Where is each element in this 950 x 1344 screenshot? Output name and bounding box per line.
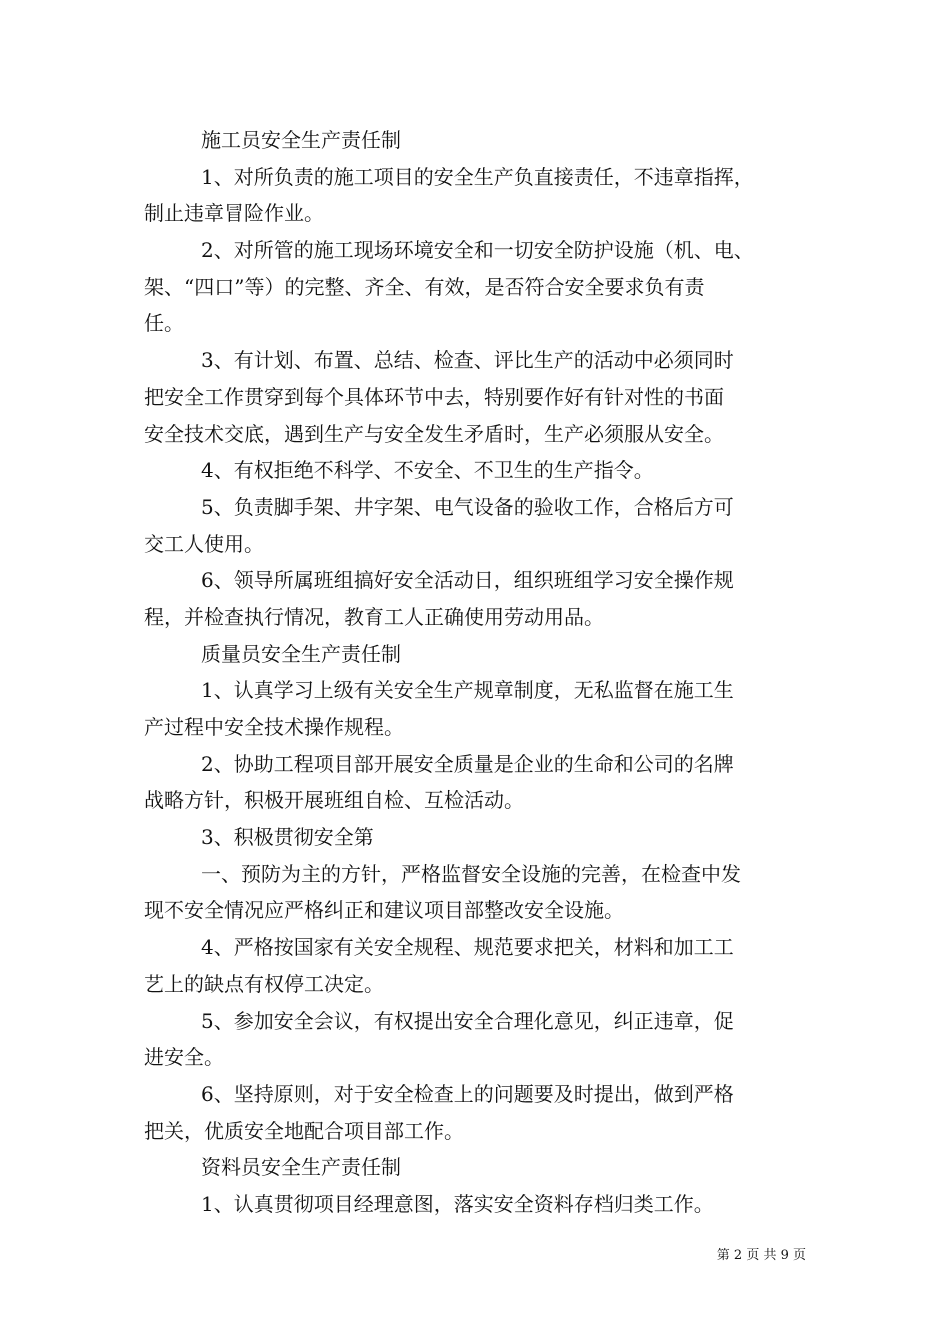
- page-number: 第 2 页 共 9 页: [716, 1248, 806, 1263]
- paragraph-line: 1、认真贯彻项目经理意图，落实安全资料存档归类工作。: [201, 1191, 714, 1216]
- paragraph-line: 4、严格按国家有关安全规程、规范要求把关，材料和加工工: [201, 935, 734, 960]
- paragraph-line: 一、预防为主的方针，严格监督安全设施的完善，在检查中发: [201, 861, 741, 886]
- section-heading: 施工员安全生产责任制: [201, 128, 401, 152]
- paragraph-line: 架、“四口”等）的完整、齐全、有效，是否符合安全要求负有责: [144, 274, 705, 299]
- paragraph-line: 进安全。: [144, 1045, 224, 1070]
- paragraph-line: 4、有权拒绝不科学、不安全、不卫生的生产指令。: [201, 458, 654, 483]
- paragraph-line: 5、负责脚手架、井字架、电气设备的验收工作，合格后方可: [201, 494, 734, 519]
- paragraph-line: 现不安全情况应严格纠正和建议项目部整改安全设施。: [144, 898, 624, 923]
- paragraph-line: 交工人使用。: [144, 531, 264, 556]
- paragraph-line: 3、有计划、布置、总结、检查、评比生产的活动中必须同时: [201, 348, 734, 373]
- paragraph-line: 1、对所负责的施工项目的安全生产负直接责任，不违章指挥，: [201, 164, 754, 189]
- paragraph-line: 战略方针，积极开展班组自检、互检活动。: [144, 788, 524, 813]
- paragraph-line: 1、认真学习上级有关安全生产规章制度，无私监督在施工生: [201, 678, 734, 703]
- paragraph-line: 任。: [144, 311, 184, 336]
- section-heading: 资料员安全生产责任制: [201, 1155, 401, 1180]
- paragraph-line: 把关，优质安全地配合项目部工作。: [144, 1118, 464, 1143]
- paragraph-line: 6、坚持原则，对于安全检查上的问题要及时提出，做到严格: [201, 1081, 734, 1106]
- paragraph-line: 3、积极贯彻安全第: [201, 825, 374, 850]
- paragraph-line: 把安全工作贯穿到每个具体环节中去，特别要作好有针对性的书面: [144, 384, 724, 409]
- paragraph-line: 安全技术交底，遇到生产与安全发生矛盾时，生产必须服从安全。: [144, 421, 724, 446]
- paragraph-line: 艺上的缺点有权停工决定。: [144, 971, 384, 996]
- paragraph-line: 2、对所管的施工现场环境安全和一切安全防护设施（机、电、: [201, 238, 754, 263]
- section-heading: 质量员安全生产责任制: [201, 641, 401, 666]
- paragraph-line: 产过程中安全技术操作规程。: [144, 715, 404, 739]
- paragraph-line: 5、参加安全会议，有权提出安全合理化意见，纠正违章，促: [201, 1008, 734, 1033]
- paragraph-line: 制止违章冒险作业。: [144, 201, 324, 226]
- paragraph-line: 2、协助工程项目部开展安全质量是企业的生命和公司的名牌: [201, 751, 734, 776]
- document-body: [144, 122, 812, 1223]
- paragraph-line: 6、领导所属班组搞好安全活动日，组织班组学习安全操作规: [201, 568, 734, 593]
- paragraph-line: 程，并检查执行情况，教育工人正确使用劳动用品。: [144, 604, 604, 629]
